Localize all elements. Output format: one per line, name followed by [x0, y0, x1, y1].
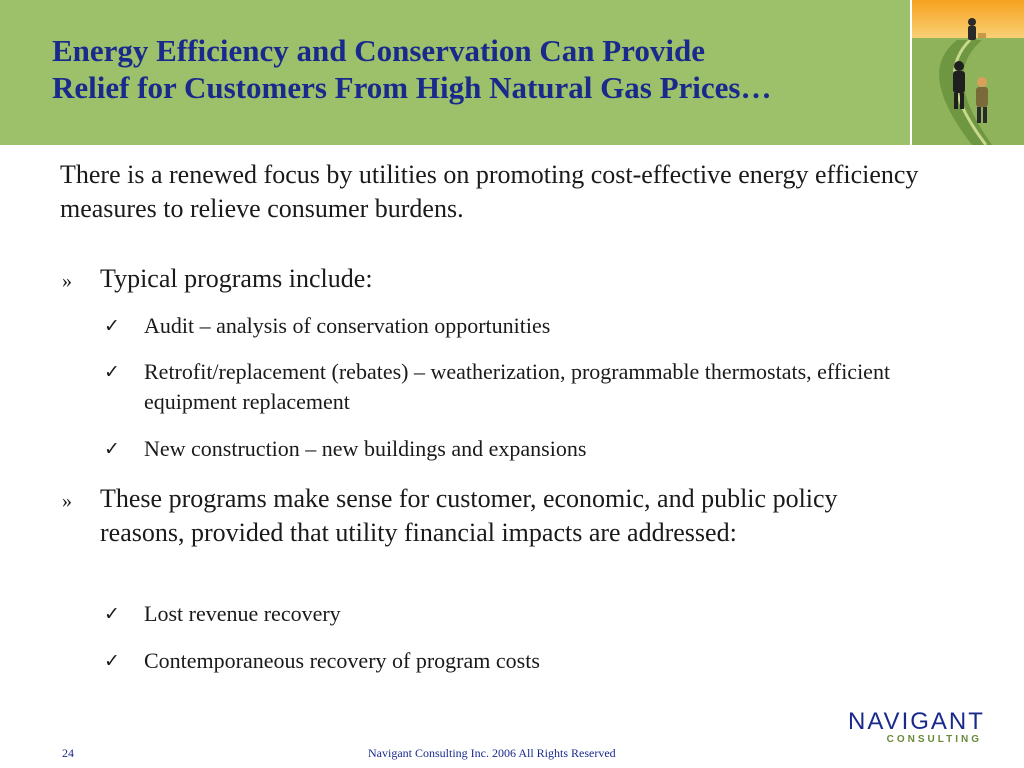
- logo-wordmark: NAVIGANT: [848, 708, 985, 735]
- sub-bullet-text: Retrofit/replacement (rebates) – weatherization, programmable thermostats, efficient equipment replacement: [144, 359, 891, 414]
- title-line-2: Relief for Customers From High Natural Gas Prices…: [52, 70, 772, 105]
- sub-bullet-text: Lost revenue recovery: [144, 601, 341, 626]
- navigant-logo: [848, 708, 988, 748]
- bullet-text: Typical programs include:: [100, 264, 373, 293]
- checkmark-icon: ✓: [104, 650, 120, 672]
- page-number: 24: [62, 746, 74, 760]
- checkmark-icon: ✓: [104, 361, 120, 383]
- bullet-marker: »: [62, 490, 72, 512]
- bullet-text: These programs make sense for customer, economic, and public policy reasons, provided that utility financial impacts are addressed:: [100, 484, 838, 547]
- checkmark-icon: ✓: [104, 315, 120, 337]
- intro-paragraph: There is a renewed focus by utilities on promoting cost-effective energy efficiency measures to relieve consumer burdens.: [60, 160, 919, 223]
- checkmark-icon: ✓: [104, 438, 120, 460]
- logo-subtext: CONSULTING: [886, 734, 982, 745]
- footer-copyright: Navigant Consulting Inc. 2006 All Rights Reserved: [368, 746, 616, 760]
- people-walking-path-illustration: [912, 0, 1024, 145]
- title-line-1: Energy Efficiency and Conservation Can Provide: [52, 33, 705, 68]
- sub-bullet-text: New construction – new buildings and expansions: [144, 436, 587, 461]
- slide-title: [52, 32, 902, 106]
- checkmark-icon: ✓: [104, 603, 120, 625]
- sub-bullet-text: Contemporaneous recovery of program costs: [144, 648, 540, 673]
- bullet-marker: »: [62, 270, 72, 292]
- sub-bullet-text: Audit – analysis of conservation opportunities: [144, 313, 551, 338]
